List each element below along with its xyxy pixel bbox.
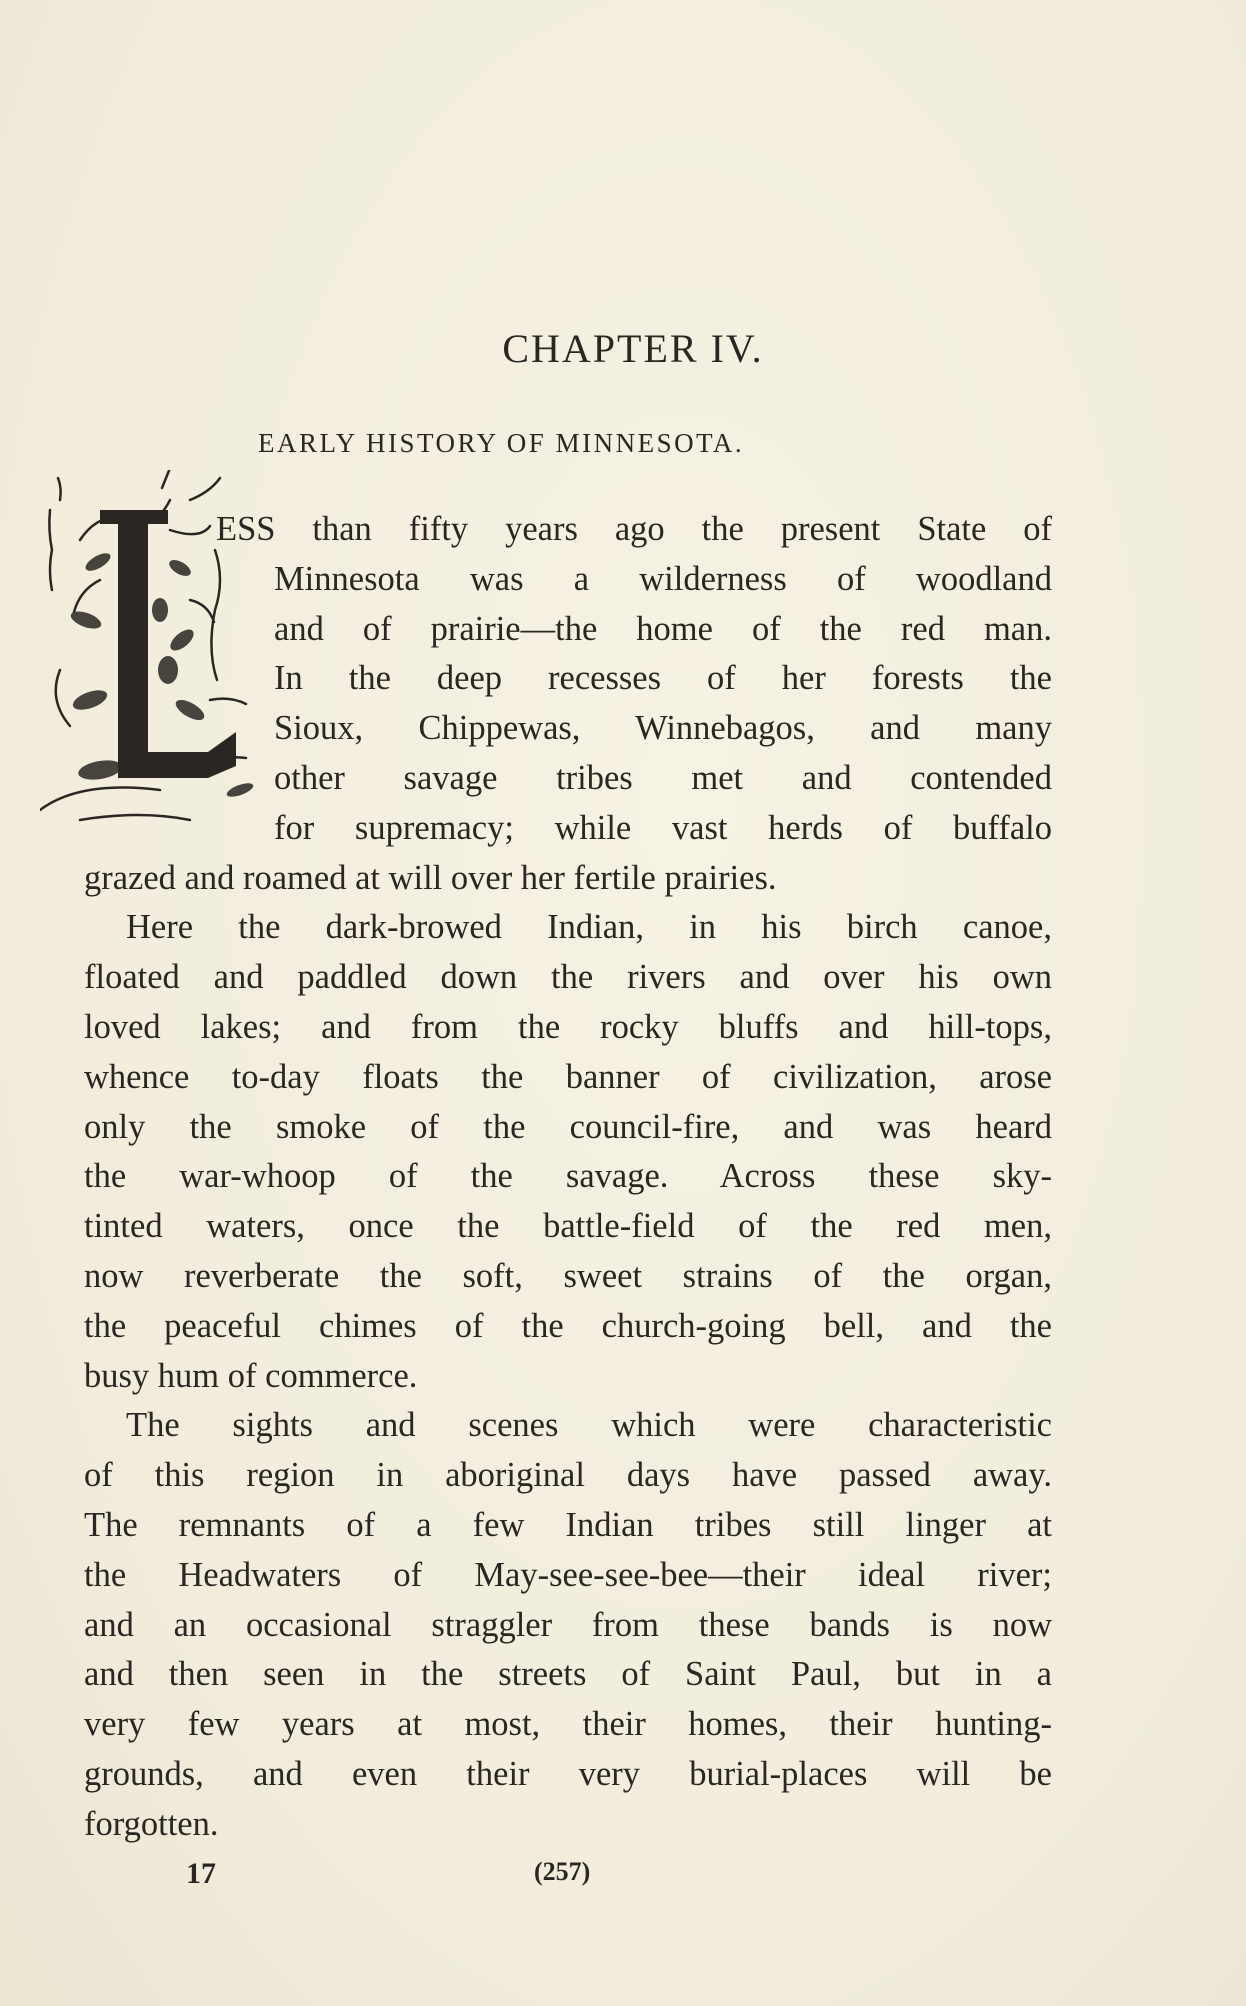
chapter-title: CHAPTER IV. (502, 326, 764, 371)
text-line: loved lakes; and from the rocky bluffs and hill-tops, (84, 1007, 1052, 1046)
text-line: In the deep recesses of her forests the (274, 659, 1052, 698)
text-line: and then seen in the streets of Saint Paul, but in a (84, 1655, 1052, 1694)
text-line: and an occasional straggler from these bands is now (84, 1605, 1052, 1644)
body-text (84, 505, 1052, 1850)
text-line: the war-whoop of the savage. Across these sky- (84, 1157, 1052, 1196)
text-line: Sioux, Chippewas, Winnebagos, and many (274, 709, 1052, 748)
text-line: the Headwaters of May-see-see-bee—their ideal river; (84, 1555, 1052, 1594)
chapter-subtitle: EARLY HISTORY OF MINNESOTA. (258, 428, 745, 458)
text-line: and of prairie—the home of the red man. (274, 609, 1052, 648)
text-line: grazed and roamed at will over her fertile prairies. (84, 858, 777, 897)
paragraph (84, 903, 1052, 1401)
text-line: of this region in aboriginal days have passed away. (84, 1456, 1052, 1495)
text-line: grounds, and even their very burial-places will be (84, 1754, 1052, 1793)
text-line: tinted waters, once the battle-field of the red men, (84, 1207, 1052, 1246)
text-line: other savage tribes met and contended (274, 758, 1052, 797)
text-line: ESS than fifty years ago the present State of (216, 510, 1052, 548)
text-line: for supremacy; while vast herds of buffalo (274, 808, 1052, 847)
text-line: Here the dark-browed Indian, in his birch canoe, (126, 908, 1052, 947)
paragraph (84, 1401, 1052, 1849)
text-line: forgotten. (84, 1804, 219, 1843)
text-line: only the smoke of the council-fire, and was heard (84, 1107, 1052, 1146)
text-line: Minnesota was a wilderness of woodland (274, 559, 1052, 598)
text-line: floated and paddled down the rivers and over his own (84, 958, 1052, 997)
text-line: The remnants of a few Indian tribes still linger at (84, 1505, 1052, 1544)
page-number: (257) (534, 1857, 591, 1886)
text-line: now reverberate the soft, sweet strains of the organ, (84, 1256, 1052, 1295)
paragraph (84, 505, 1052, 903)
text-line: whence to-day floats the banner of civilization, arose (84, 1057, 1052, 1096)
text-line: very few years at most, their homes, their hunting- (84, 1705, 1052, 1744)
text-line: the peaceful chimes of the church-going bell, and the (84, 1306, 1052, 1345)
signature-mark: 17 (186, 1857, 216, 1890)
text-line: The sights and scenes which were characteristic (126, 1406, 1052, 1445)
text-line: busy hum of commerce. (84, 1356, 418, 1395)
